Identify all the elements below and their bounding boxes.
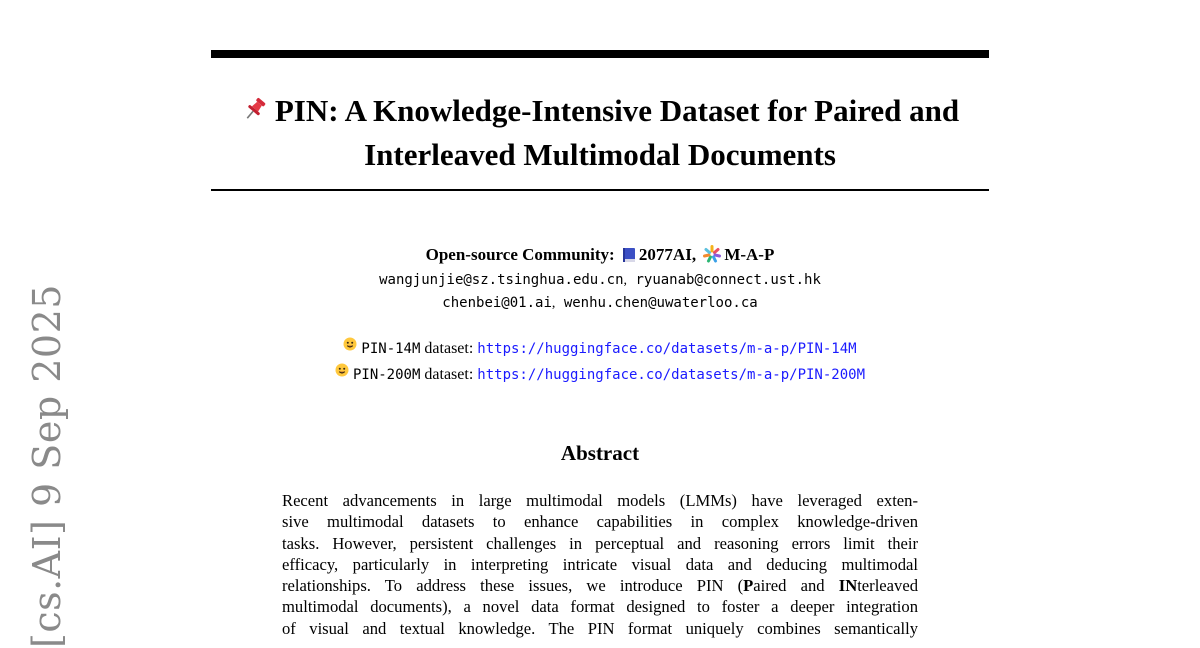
email-3[interactable]: chenbei@01.ai bbox=[442, 295, 552, 311]
title-line-1: PIN: A Knowledge-Intensive Dataset for Paired and bbox=[274, 93, 960, 128]
abstract-emphasis: P bbox=[743, 576, 754, 596]
book-icon bbox=[622, 246, 636, 270]
abstract-line: Recent advancements in large multimodal models (LMMs) have leveraged exten- bbox=[282, 491, 918, 510]
dataset-link-pin-200m[interactable]: https://huggingface.co/datasets/m-a-p/PIN-200M bbox=[477, 367, 866, 383]
arxiv-stamp: [cs.AI] 9 Sep 2025 bbox=[25, 284, 69, 648]
abstract-line-pin-definition bbox=[282, 575, 918, 596]
community-line bbox=[211, 243, 989, 270]
email-1[interactable]: wangjunjie@sz.tsinghua.edu.cn bbox=[379, 272, 624, 288]
email-separator: , bbox=[551, 296, 556, 311]
abstract-text: relationships. To address these issues, we introduce PIN ( bbox=[282, 576, 744, 596]
community-label: Open-source Community: bbox=[425, 245, 615, 264]
org-map: M-A-P bbox=[724, 245, 775, 264]
abstract-line: efficacy, particularly in interpreting intricate visual data and deducing multimodal bbox=[282, 554, 918, 574]
paper-title bbox=[211, 90, 989, 176]
dataset-name: PIN-200M bbox=[352, 367, 421, 383]
author-emails bbox=[211, 269, 989, 315]
abstract-text: aired and bbox=[753, 576, 839, 596]
abstract-line: tasks. However, persistent challenges in perceptual and reasoning errors limit their bbox=[282, 533, 918, 553]
abstract-body bbox=[282, 490, 918, 639]
abstract-line: sive multimodal datasets to enhance capabilities in complex knowledge-driven bbox=[282, 512, 918, 532]
map-logo-icon bbox=[703, 245, 721, 270]
email-separator: , bbox=[623, 273, 628, 288]
pushpin-icon bbox=[241, 92, 269, 134]
title-line-2: Interleaved Multimodal Documents bbox=[364, 137, 836, 172]
org-2077ai: 2077AI, bbox=[638, 245, 697, 264]
title-top-rule bbox=[211, 50, 989, 58]
huggingface-icon bbox=[335, 362, 349, 384]
abstract-line: multimodal documents), a novel data format designed to foster a deeper integration bbox=[282, 597, 918, 617]
dataset-label: dataset: bbox=[424, 340, 474, 357]
dataset-name: PIN-14M bbox=[361, 341, 421, 357]
title-bottom-rule bbox=[211, 189, 989, 191]
dataset-line-pin-200m bbox=[211, 362, 989, 386]
abstract-heading: Abstract bbox=[560, 441, 640, 465]
huggingface-icon bbox=[343, 336, 357, 358]
dataset-line-pin-14m bbox=[211, 336, 989, 360]
abstract-text: terleaved bbox=[857, 576, 918, 596]
email-2[interactable]: ryuanab@connect.ust.hk bbox=[635, 272, 821, 288]
abstract-emphasis: IN bbox=[838, 576, 858, 596]
abstract-line: of visual and textual knowledge. The PIN format uniquely combines semantically bbox=[282, 618, 918, 638]
dataset-link-pin-14m[interactable]: https://huggingface.co/datasets/m-a-p/PIN-14M bbox=[477, 341, 857, 357]
dataset-label: dataset: bbox=[424, 366, 474, 383]
email-4[interactable]: wenhu.chen@uwaterloo.ca bbox=[563, 295, 758, 311]
